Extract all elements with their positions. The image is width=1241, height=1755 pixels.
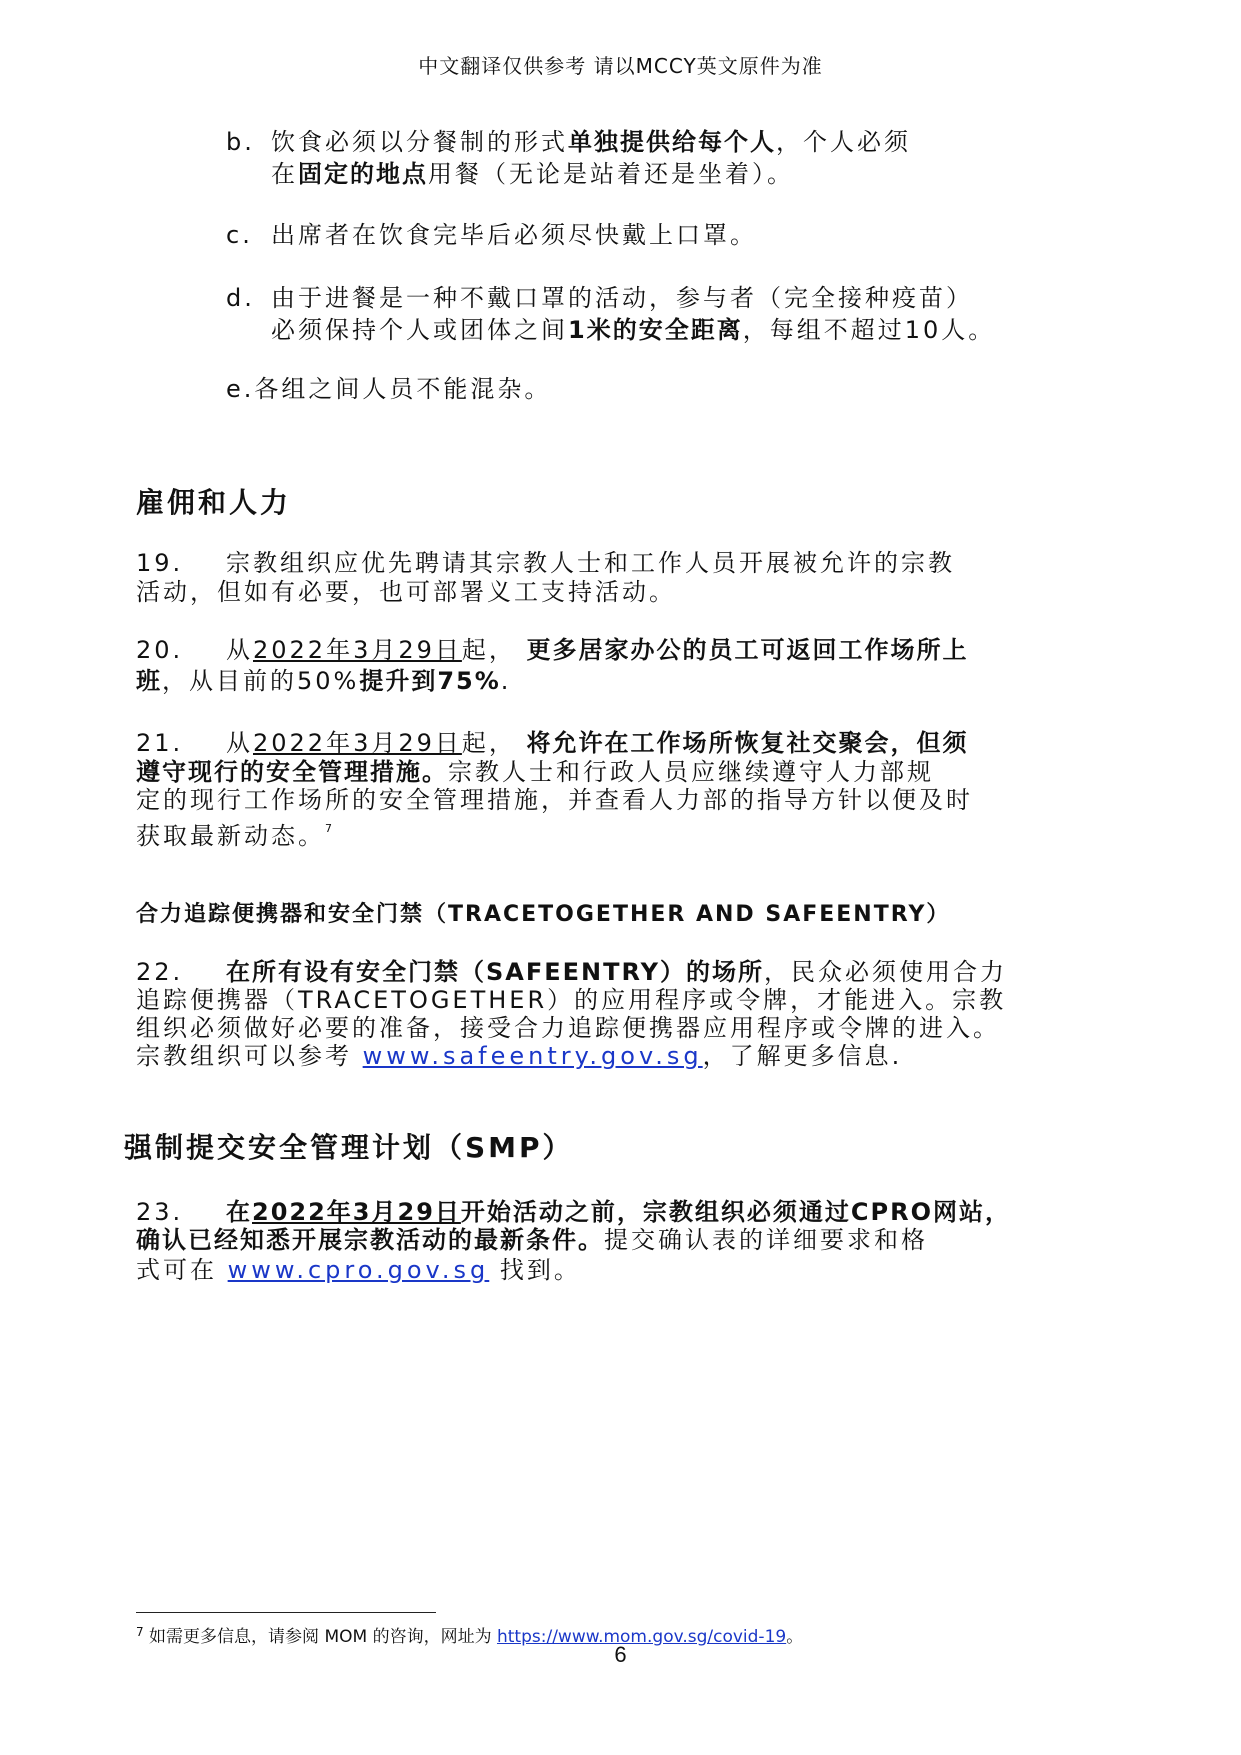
item-b-text: ，个人必须 xyxy=(776,128,911,156)
para-23-bold: 确认已经知悉开展宗教活动的最新条件。 xyxy=(136,1226,604,1254)
para-20-text: ，从目前的50% xyxy=(162,667,360,695)
item-e-label: e. xyxy=(226,375,255,403)
para-23-number: 23. xyxy=(136,1198,184,1226)
para-21-bold: 将允许在工作场所恢复社交聚会，但须 xyxy=(526,729,969,757)
item-d-text: ，每组不超过10人。 xyxy=(742,316,996,344)
para-22-line3: 组织必须做好必要的准备，接受合力追踪便携器应用程序或令牌的进入。 xyxy=(136,1014,1000,1042)
item-d-line2 xyxy=(271,314,995,347)
para-21-date: 2022年3月29日 xyxy=(253,729,462,757)
para-20-bold: 更多居家办公的员工可返回工作场所上 xyxy=(526,636,969,664)
para-23-date: 2022年3月29日 xyxy=(252,1198,461,1226)
item-d-label: d. xyxy=(226,284,255,312)
footnote-text: 如需更多信息，请参阅 MOM 的咨询，网址为 xyxy=(149,1627,497,1647)
para-20-line2 xyxy=(136,665,511,698)
para-22-number: 22. xyxy=(136,958,184,986)
para-23-bold: 开始活动之前，宗教组织必须通过CPRO网站， xyxy=(460,1198,1011,1226)
para-22-line4 xyxy=(136,1040,902,1073)
para-22-text: 宗教组织可以参考 xyxy=(136,1042,363,1070)
para-23-text: 提交确认表的详细要求和格 xyxy=(604,1226,928,1254)
section-heading-smp: 强制提交安全管理计划（SMP） xyxy=(124,1131,574,1164)
cpro-link[interactable]: www.cpro.gov.sg xyxy=(227,1256,490,1284)
para-23-bold: 在 xyxy=(226,1198,252,1226)
para-20-text: . xyxy=(500,667,512,695)
item-b-text: 饮食必须以分餐制的形式 xyxy=(271,128,568,156)
page-header: 中文翻译仅供参考 请以MCCY英文原件为准 xyxy=(418,54,823,78)
footnote-text: 。 xyxy=(786,1627,804,1647)
item-d-text: 必须保持个人或团体之间 xyxy=(271,316,568,344)
para-23-line2 xyxy=(136,1224,928,1257)
para-21-text: 从 xyxy=(226,729,253,757)
section-heading-tracetogether: 合力追踪便携器和安全门禁（TRACETOGETHER AND SAFEENTRY） xyxy=(136,902,951,927)
para-20-bold: 提升到75% xyxy=(359,667,501,695)
para-20-number: 20. xyxy=(136,636,184,664)
para-21-line3: 定的现行工作场所的安全管理措施，并查看人力部的指导方针以便及时 xyxy=(136,786,973,814)
section-heading-employment: 雇佣和人力 xyxy=(136,486,292,519)
item-b-label: b. xyxy=(226,128,255,156)
item-b-line1 xyxy=(226,126,911,159)
para-22-bold: 在所有设有安全门禁（SAFEENTRY）的场所 xyxy=(226,958,765,986)
para-23-line3 xyxy=(136,1254,581,1287)
para-20-date: 2022年3月29日 xyxy=(253,636,462,664)
footnote-reference[interactable]: 7 xyxy=(325,822,335,835)
item-e-text: 各组之间人员不能混杂。 xyxy=(254,375,552,403)
footnote-number: 7 xyxy=(136,1625,144,1639)
item-b-text: 用餐（无论是站着还是坐着）。 xyxy=(428,160,794,188)
item-e xyxy=(226,373,551,406)
para-21-number: 21. xyxy=(136,729,184,757)
mom-covid-link[interactable]: https://www.mom.gov.sg/covid-19 xyxy=(496,1627,787,1647)
para-23-text: 式可在 xyxy=(136,1256,228,1284)
para-19-line2: 活动，但如有必要，也可部署义工支持活动。 xyxy=(136,578,676,606)
para-19-number: 19. xyxy=(136,549,184,577)
item-b-bold: 固定的地点 xyxy=(298,160,428,188)
item-b-bold: 单独提供给每个人 xyxy=(568,128,776,156)
item-d-line1 xyxy=(226,282,973,315)
item-d-text: 由于进餐是一种不戴口罩的活动，参与者（完全接种疫苗） xyxy=(271,284,973,312)
footnote-divider xyxy=(136,1612,436,1613)
para-20-line1 xyxy=(136,634,969,667)
para-22-text: ，民众必须使用合力 xyxy=(764,958,1008,986)
item-c-label: c. xyxy=(226,221,253,249)
para-22-text: ，了解更多信息. xyxy=(702,1042,903,1070)
item-d-bold: 1米的安全距离 xyxy=(568,316,743,344)
para-21-bold: 遵守现行的安全管理措施。 xyxy=(136,758,448,786)
item-b-text: 在 xyxy=(271,160,298,188)
para-19-text: 宗教组织应优先聘请其宗教人士和工作人员开展被允许的宗教 xyxy=(226,549,955,577)
item-b-line2 xyxy=(271,158,794,191)
item-c xyxy=(226,219,757,252)
para-21-text: 获取最新动态。 xyxy=(136,822,325,850)
para-23-text: 找到。 xyxy=(489,1256,581,1284)
page-number: 6 xyxy=(614,1642,627,1667)
item-c-text: 出席者在饮食完毕后必须尽快戴上口罩。 xyxy=(271,221,757,249)
para-21-text: 起， xyxy=(461,729,516,757)
para-20-bold: 班 xyxy=(136,667,162,695)
para-20-text: 从 xyxy=(226,636,253,664)
para-20-text: 起， xyxy=(461,636,516,664)
safeentry-link[interactable]: www.safeentry.gov.sg xyxy=(362,1042,703,1070)
para-21-text: 宗教人士和行政人员应继续遵守人力部规 xyxy=(448,758,934,786)
para-21-line4 xyxy=(136,812,335,853)
para-22-line2: 追踪便携器（TRACETOGETHER）的应用程序或令牌，才能进入。宗教 xyxy=(136,986,1007,1014)
